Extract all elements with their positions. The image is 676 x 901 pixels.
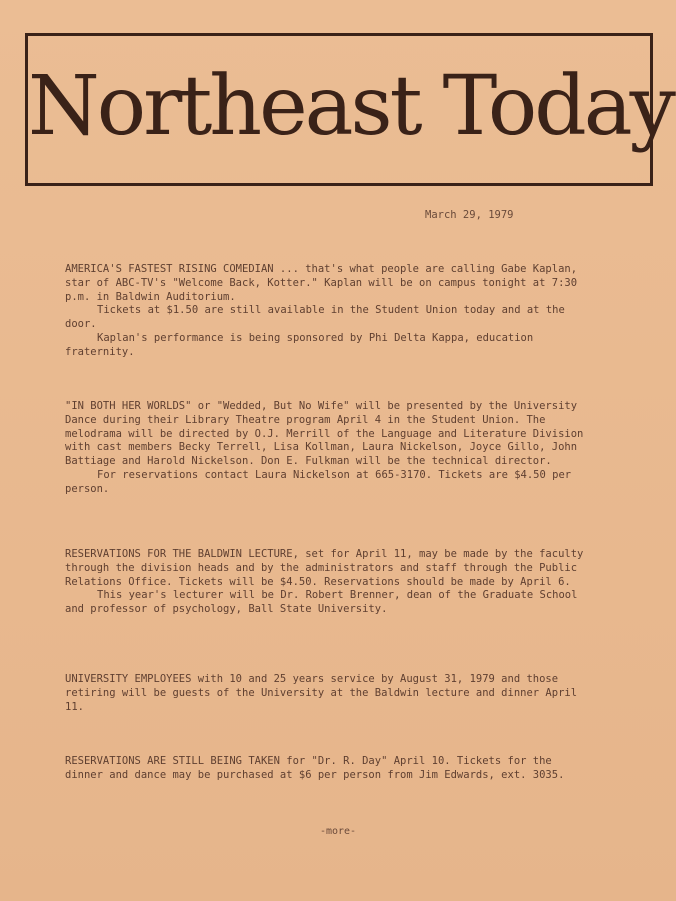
article-reservations xyxy=(65,755,590,783)
footer-more: -more- xyxy=(319,826,357,837)
article-paragraph: UNIVERSITY EMPLOYEES with 10 and 25 years service by August 31, 1979 and those retiring will be guests of the University at the Baldwin lecture and dinner April 11. xyxy=(65,673,578,713)
article-paragraph: Kaplan's performance is being sponsored by Phi Delta Kappa, education fraternity. xyxy=(65,331,534,358)
masthead-box xyxy=(25,33,673,186)
article-paragraph: This year's lecturer will be Dr. Robert Brenner, dean of the Graduate School and professor of psychology, Ball State University. xyxy=(65,589,578,616)
article-paragraph: For reservations contact Laura Nickelson at 665-3170. Tickets are $4.50 per person. xyxy=(65,468,572,495)
article-paragraph: "IN BOTH HER WORLDS" or "Wedded, But No Wife" will be presented by the University Dance during their Library Theatre program April 4 in the Student Union. The melodrama will be directed by O.J. Merrill of the Language and Literature Division with cast members Becky Terrell, Lisa Kollman, Laura Nickelson, Joyce Gillo, John Battiage and Harold Nickelson. Don E. Fulkman will be the technical director. xyxy=(65,400,584,468)
article-paragraph: RESERVATIONS FOR THE BALDWIN LECTURE, set for April 11, may be made by the faculty through the division heads and by the administrators and staff through the Public Relations Office. Tickets will be $4.50. Reservations should be made by April 6. xyxy=(65,548,584,588)
article-employees xyxy=(65,673,590,714)
dateline: March 29, 1979 xyxy=(425,209,514,221)
article-kaplan xyxy=(65,263,590,360)
article-paragraph: RESERVATIONS ARE STILL BEING TAKEN for "Dr. R. Day" April 10. Tickets for the dinner and dance may be purchased at $6 per person from Jim Edwards, ext. 3035. xyxy=(65,755,565,781)
article-dance xyxy=(65,400,590,497)
masthead-title: Northeast Today xyxy=(28,59,673,154)
article-baldwin-lecture xyxy=(65,548,590,617)
article-paragraph: Tickets at $1.50 are still available in the Student Union today and at the door. xyxy=(65,304,565,331)
article-paragraph: AMERICA'S FASTEST RISING COMEDIAN ... that's what people are calling Gabe Kaplan, star of ABC-TV's "Welcome Back, Kotter." Kaplan will be on campus tonight at 7:30 p.m. in Baldwin Auditorium. xyxy=(65,263,578,303)
